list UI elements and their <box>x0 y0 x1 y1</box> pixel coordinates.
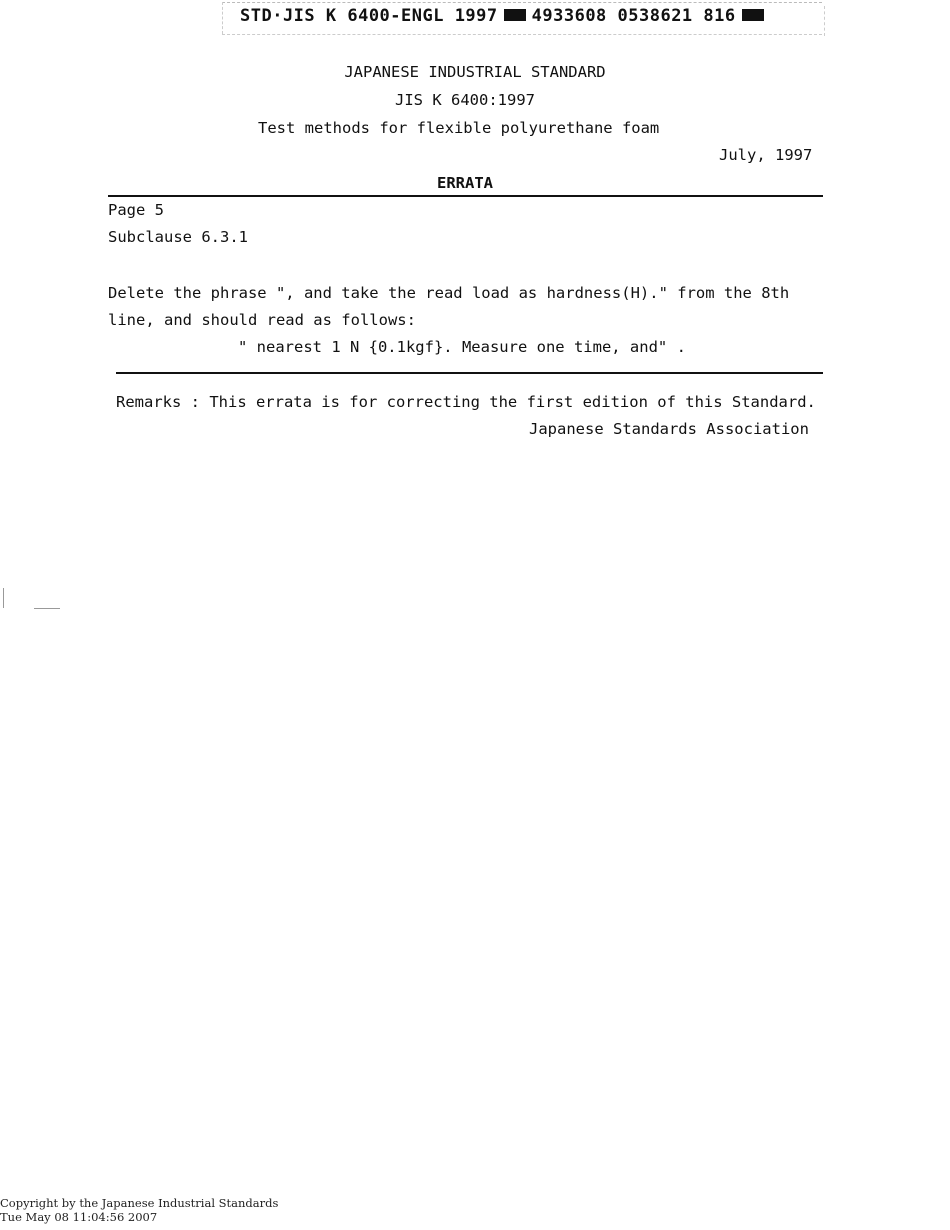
issuer-name: Japanese Standards Association <box>529 420 809 438</box>
org-title: JAPANESE INDUSTRIAL STANDARD <box>344 63 606 81</box>
footer-timestamp: Tue May 08 11:04:56 2007 <box>0 1210 158 1224</box>
subclause-reference: Subclause 6.3.1 <box>108 228 248 246</box>
header-frame-top <box>222 2 822 3</box>
top-rule <box>108 195 823 197</box>
scan-artifact <box>3 588 4 608</box>
header-code-part2: 4933608 0538621 816 <box>531 6 736 26</box>
instruction-line-1: Delete the phrase ", and take the read load as hardness(H)." from the 8th <box>108 284 790 302</box>
instruction-line-2: line, and should read as follows: <box>108 311 416 329</box>
footer-copyright: Copyright by the Japanese Industrial Standards <box>0 1196 279 1210</box>
replacement-text: " nearest 1 N {0.1kgf}. Measure one time, and" . <box>238 338 686 356</box>
document-date: July, 1997 <box>719 146 813 164</box>
errata-heading: ERRATA <box>437 174 493 192</box>
remarks-text: Remarks : This errata is for correcting the first edition of this Standard. <box>116 393 816 411</box>
scan-artifact <box>34 608 60 609</box>
header-code-part1: STD·JIS K 6400-ENGL 1997 <box>240 6 498 26</box>
bottom-rule <box>116 372 823 374</box>
header-code <box>240 6 770 26</box>
standard-number: JIS K 6400:1997 <box>395 91 535 109</box>
header-frame-right <box>824 6 825 36</box>
barcode-block-icon <box>504 9 526 21</box>
header-frame-left <box>222 2 223 34</box>
header-frame-bottom <box>222 34 822 35</box>
document-title: Test methods for flexible polyurethane foam <box>258 119 660 137</box>
page-reference: Page 5 <box>108 201 164 219</box>
barcode-block-icon <box>742 9 764 21</box>
